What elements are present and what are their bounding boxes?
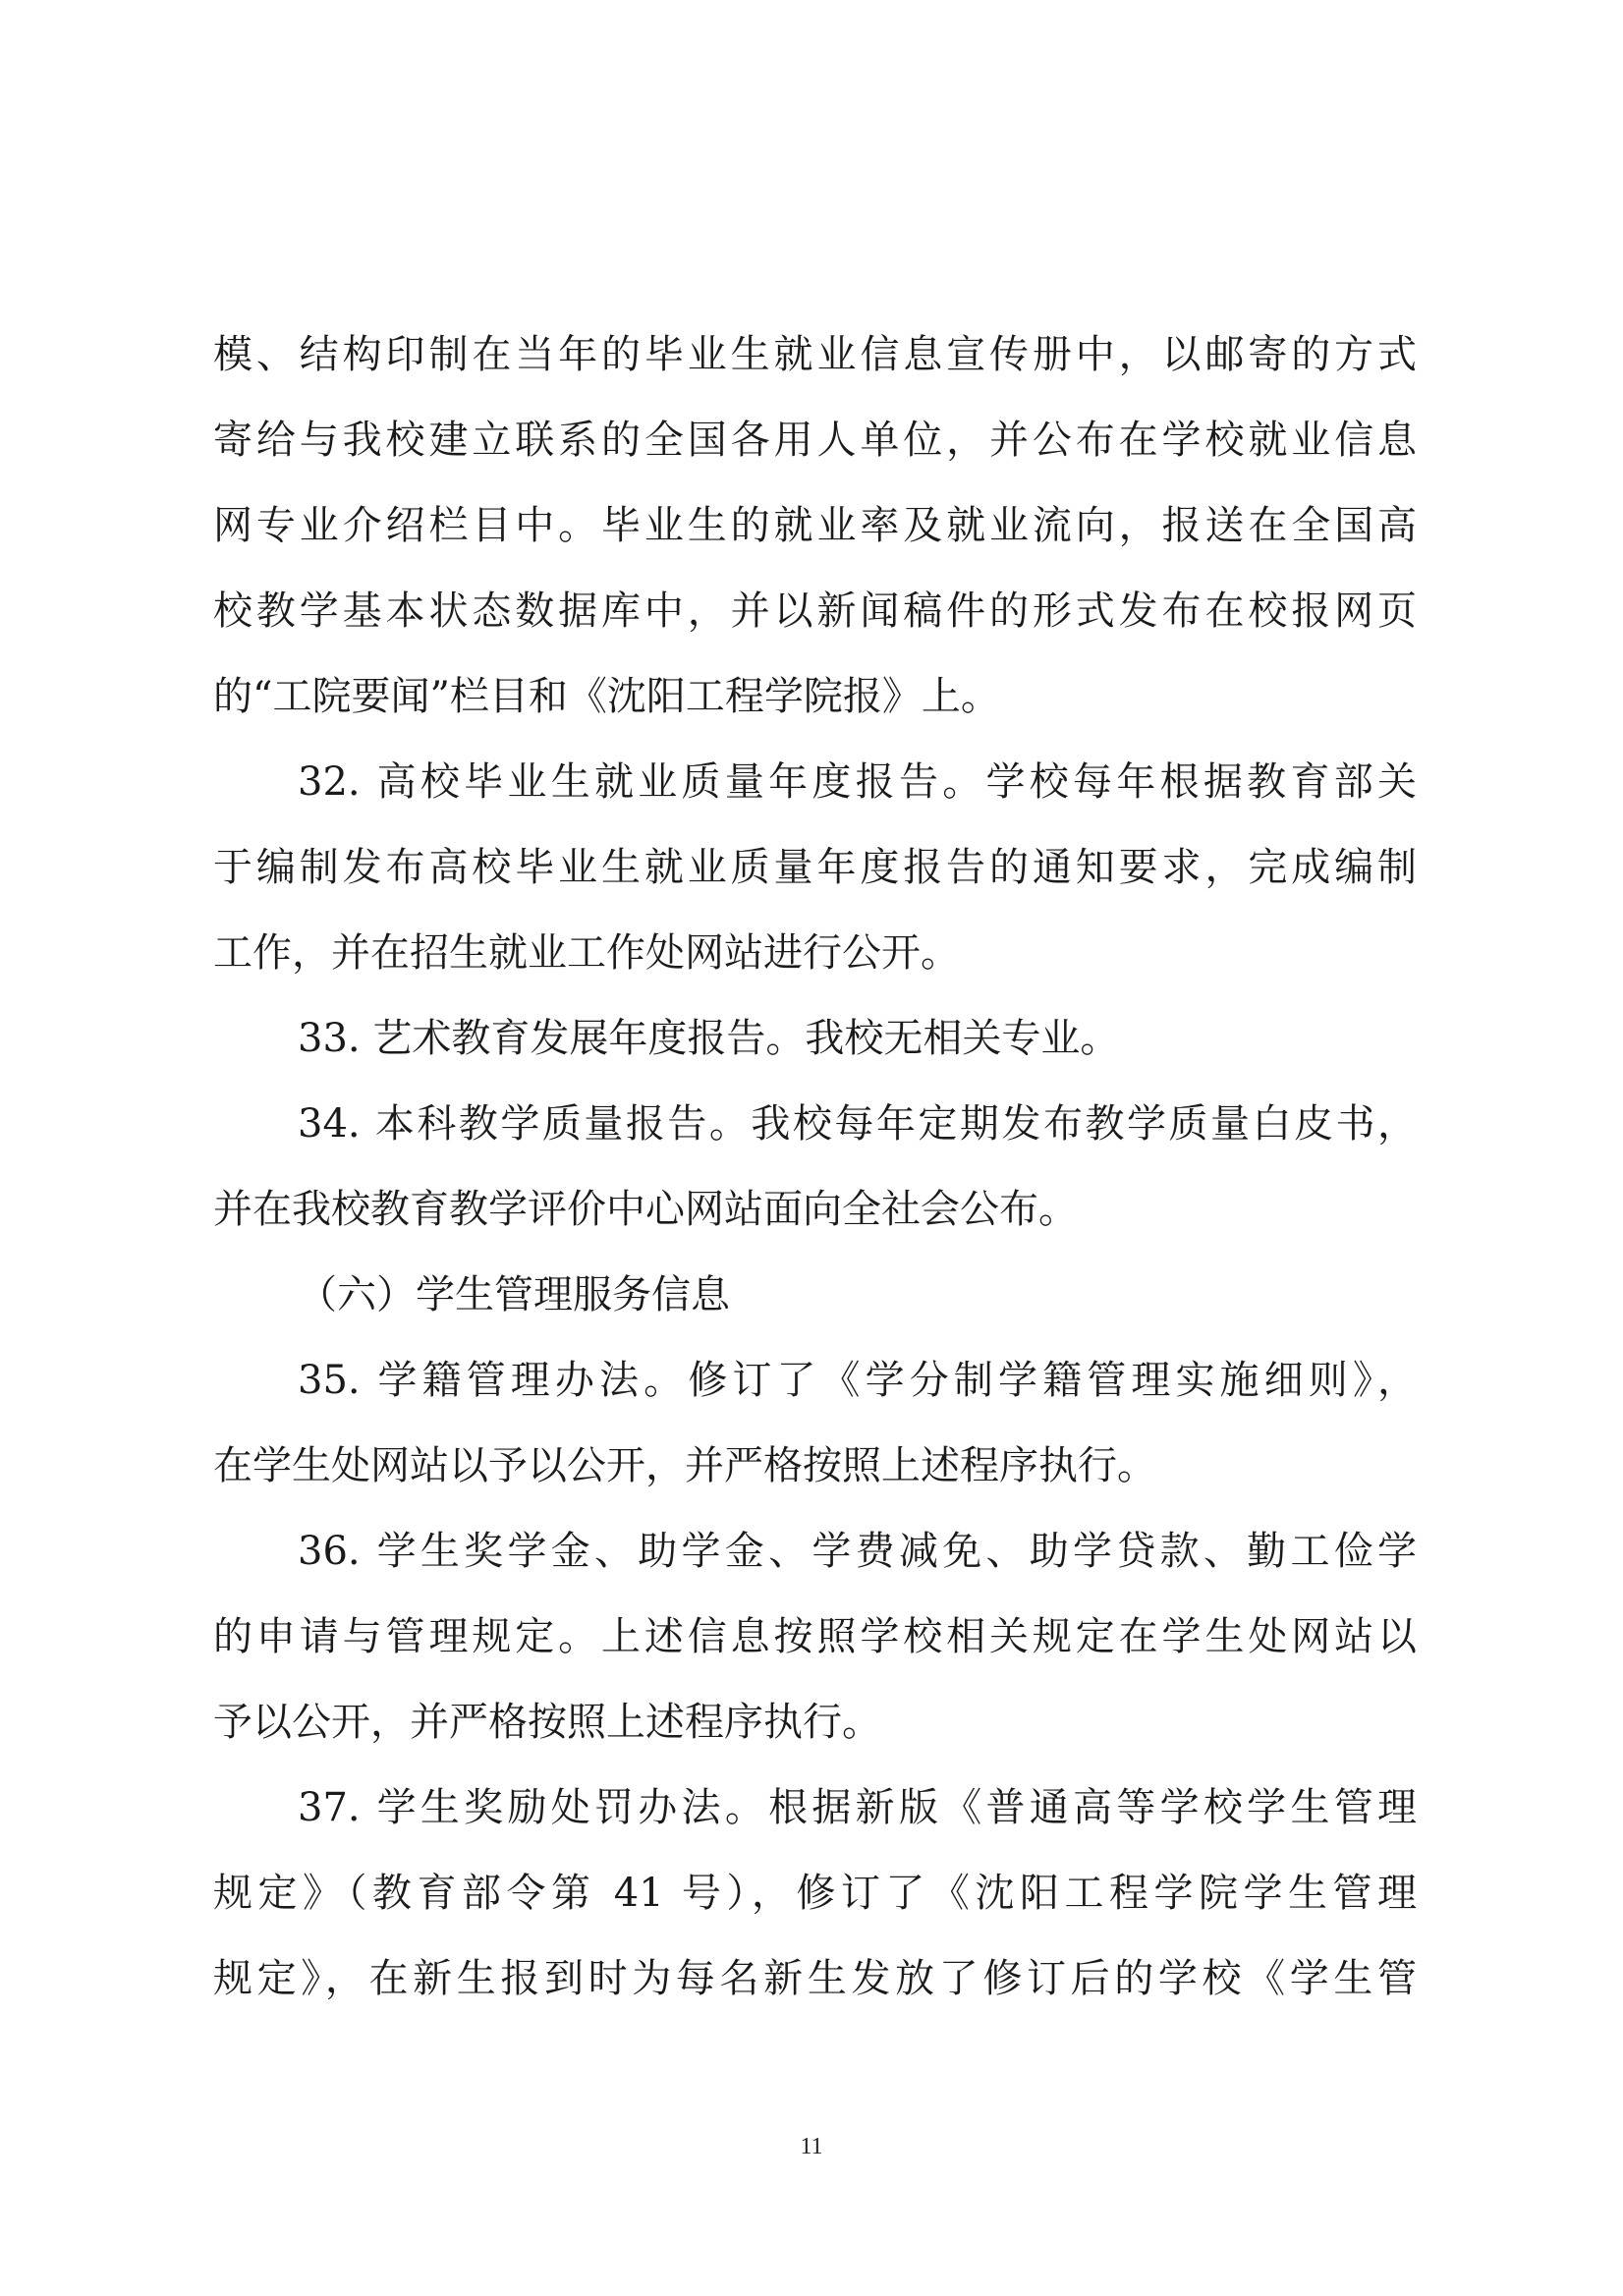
text-line: 33. 艺术教育发展年度报告。我校无相关专业。 <box>298 1016 1120 1061</box>
text-line: 35. 学籍管理办法。修订了《学分制学籍管理实施细则》， <box>298 1358 1417 1403</box>
body-text <box>213 312 1417 2022</box>
text-line: 于编制发布高校毕业生就业质量年度报告的通知要求，完成编制 <box>213 845 1417 890</box>
section-heading: （六）学生管理服务信息 <box>298 1272 730 1317</box>
text-line: 在学生处网站以予以公开，并严格按照上述程序执行。 <box>213 1443 1156 1488</box>
text-line: 工作，并在招生就业工作处网站进行公开。 <box>213 930 960 976</box>
text-line: 36. 学生奖学金、助学金、学费减免、助学贷款、勤工俭学 <box>298 1529 1417 1574</box>
text-line: 寄给与我校建立联系的全国各用人单位，并公布在学校就业信息 <box>213 418 1417 463</box>
page-number: 11 <box>800 2134 823 2159</box>
text-line: 37. 学生奖励处罚办法。根据新版《普通高等学校学生管理 <box>298 1785 1417 1830</box>
text-line: 校教学基本状态数据库中，并以新闻稿件的形式发布在校报网页 <box>213 588 1417 634</box>
text-line: 32. 高校毕业生就业质量年度报告。学校每年根据教育部关 <box>298 759 1417 805</box>
text-line: 的“工院要闻”栏目和《沈阳工程学院报》上。 <box>213 674 1000 719</box>
text-line: 予以公开，并严格按照上述程序执行。 <box>213 1700 881 1745</box>
text-line: 34. 本科教学质量报告。我校每年定期发布教学质量白皮书， <box>298 1101 1417 1147</box>
text-line: 网专业介绍栏目中。毕业生的就业率及就业流向，报送在全国高 <box>213 503 1417 548</box>
text-line: 并在我校教育教学评价中心网站面向全社会公布。 <box>213 1187 1078 1232</box>
text-line: 的申请与管理规定。上述信息按照学校相关规定在学生处网站以 <box>213 1614 1417 1659</box>
text-line: 规定》（教育部令第 41 号），修订了《沈阳工程学院学生管理 <box>213 1871 1417 1916</box>
text-line: 模、结构印制在当年的毕业生就业信息宣传册中，以邮寄的方式 <box>213 332 1417 377</box>
text-line: 规定》，在新生报到时为每名新生发放了修订后的学校《学生管 <box>213 1956 1417 2001</box>
